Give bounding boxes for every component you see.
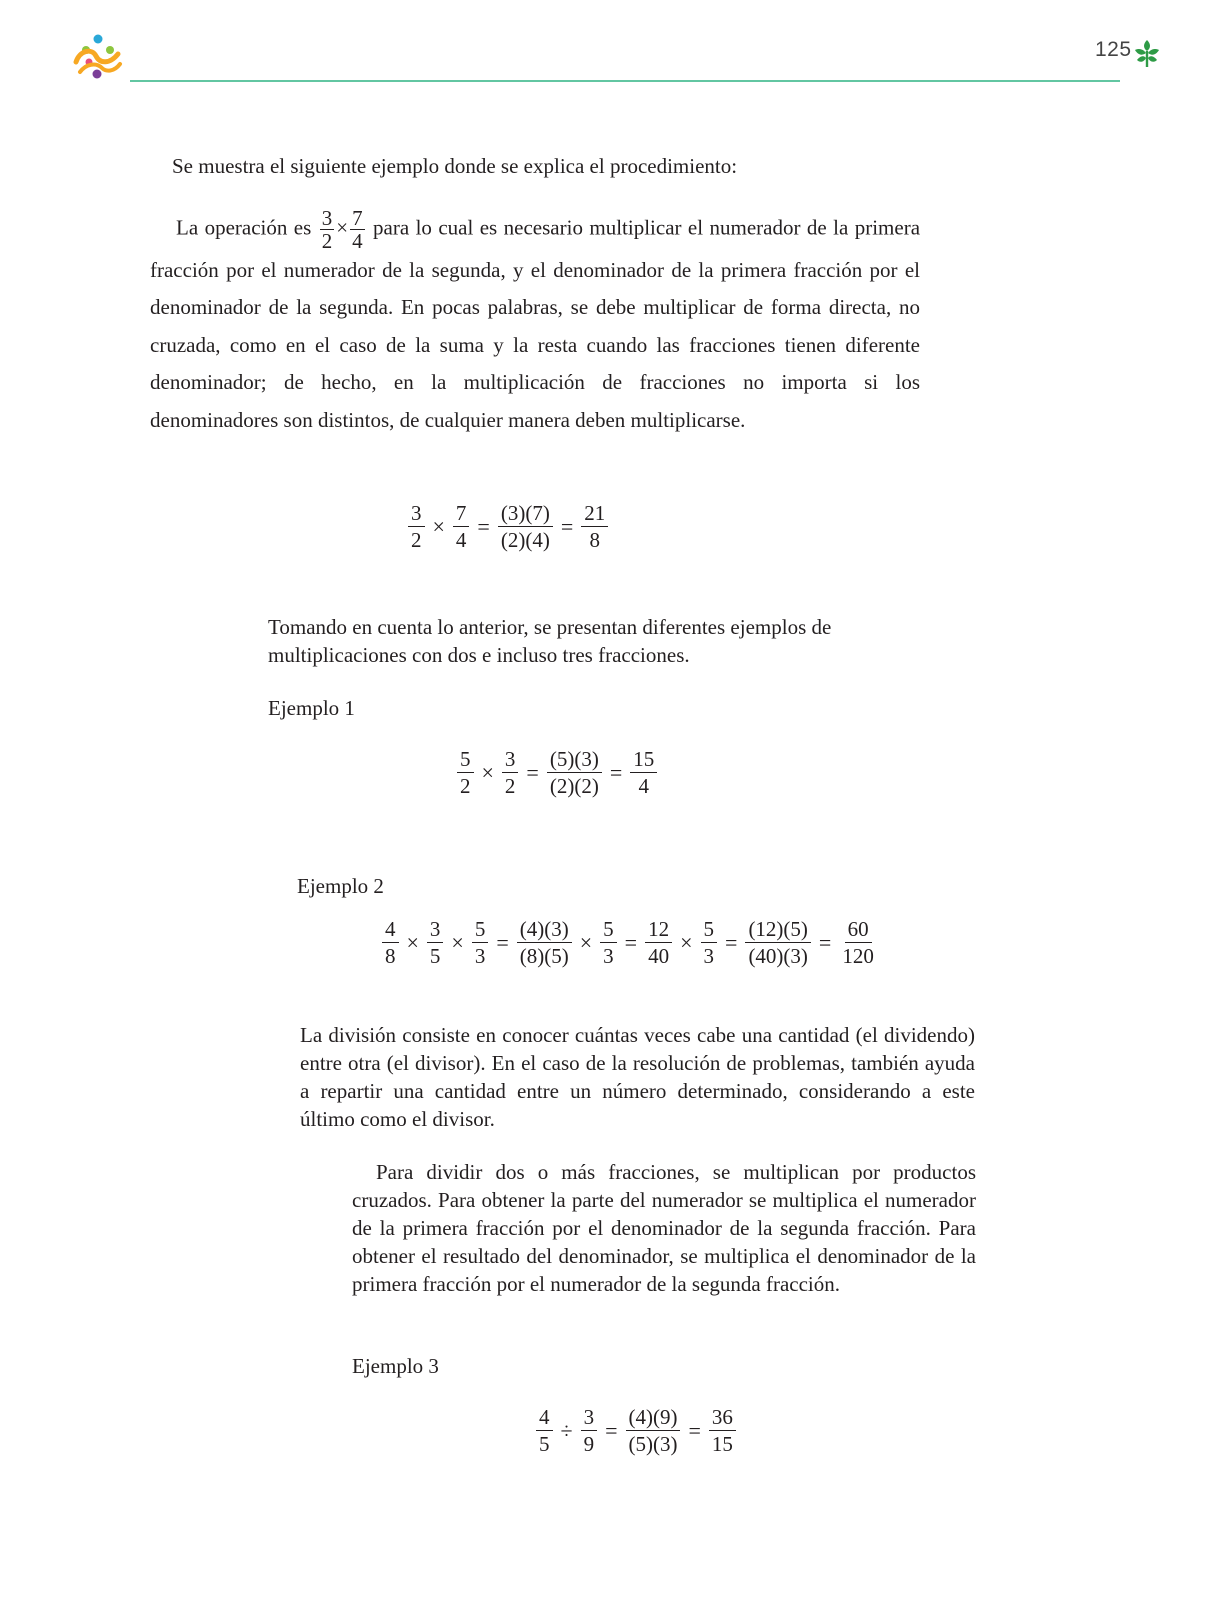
operator: = <box>624 929 638 955</box>
numerator: 15 <box>630 746 657 773</box>
operator: = <box>560 513 574 539</box>
page-number: 125 <box>1095 38 1132 61</box>
operator: = <box>609 759 623 785</box>
operator: = <box>526 759 539 785</box>
fraction <box>453 500 470 553</box>
numerator: 12 <box>645 916 672 943</box>
operator: = <box>688 1417 701 1443</box>
divide-fractions-text: Para dividir dos o más fracciones, se multiplican por productos cruzados. Para obtener la parte del numerador se multiplica el numerador de la primera fracción por el denominador de la segunda fracción. Para obtener el resultado del denominador, se multiplica el denominador de la primera fracción por el numerador de la segunda fracción. <box>352 1160 976 1296</box>
fraction <box>536 1404 553 1457</box>
numerator: 21 <box>581 500 608 527</box>
intro-text: Se muestra el siguiente ejemplo donde se explica el procedimiento: <box>172 154 738 178</box>
fraction <box>502 746 519 799</box>
fraction <box>630 746 657 799</box>
operator: = <box>725 929 738 955</box>
numerator: (5)(3) <box>547 746 602 773</box>
fraction <box>745 916 810 969</box>
example-1-equation <box>453 746 661 799</box>
fraction <box>547 746 602 799</box>
fraction <box>498 500 553 553</box>
numerator: 3 <box>408 500 425 527</box>
denominator: 40 <box>648 944 670 968</box>
denominator: (40)(3) <box>748 944 808 968</box>
operator: × <box>680 929 693 955</box>
division-paragraph: La división consiste en conocer cuántas veces cabe una cantidad (el dividendo) entre otra (el divisor). En el caso de la resolución de problemas, también ayuda a repartir una cantidad entre un número determinado, considerando a este último como el divisor. <box>300 1023 975 1131</box>
numerator: 3 <box>581 1404 598 1431</box>
numerator: (4)(3) <box>517 916 572 943</box>
inline-operator: × <box>336 215 349 240</box>
main-equation <box>404 500 612 553</box>
fraction <box>472 916 489 969</box>
denominator: 2 <box>504 774 516 798</box>
denominator: 5 <box>539 1432 550 1456</box>
denominator: (5)(3) <box>628 1432 678 1456</box>
numerator: 5 <box>472 916 489 943</box>
inline-fraction-b: $\frac{7}{4}$ <box>352 206 363 253</box>
publisher-logo-icon <box>70 32 126 89</box>
operator: = <box>818 929 832 955</box>
fraction <box>709 1404 736 1457</box>
fraction <box>382 916 399 969</box>
fraction <box>600 916 617 969</box>
operation-lead: La operación es <box>176 215 312 240</box>
denominator: 3 <box>703 944 715 968</box>
operation-rest: para lo cual es necesario multiplicar el numerador de la primera fracción por el numerador de la segunda, y el denominador de la primera fracción por el denominador de la segunda. En pocas palabras, se debe multiplicar de forma directa, no cruzada, como en el caso de la suma y la resta cuando las fracciones tienen diferente denominador; de hecho, en la multiplicación de fracciones no importa si los denominadores son distintos, de cualquier manera deben multiplicarse. <box>150 215 921 432</box>
example-3-equation <box>532 1404 740 1457</box>
numerator: 4 <box>382 916 399 943</box>
denominator: 4 <box>455 528 467 552</box>
denominator: 8 <box>385 944 396 968</box>
denominator: 2 <box>460 774 471 798</box>
example-3-label: Ejemplo 3 <box>352 1354 439 1378</box>
example-2-label: Ejemplo 2 <box>297 874 384 898</box>
denominator: (2)(2) <box>549 774 599 798</box>
operator: × <box>432 513 445 539</box>
fraction <box>839 916 877 969</box>
operator: = <box>605 1417 618 1443</box>
denominator: 4 <box>638 774 649 798</box>
numerator: 5 <box>600 916 617 943</box>
denominator: 3 <box>474 944 486 968</box>
denominator: (2)(4) <box>500 528 550 552</box>
example-1-label: Ejemplo 1 <box>268 696 355 720</box>
fraction <box>581 1404 598 1457</box>
numerator: (3)(7) <box>498 500 553 527</box>
operator: ÷ <box>560 1417 573 1443</box>
example-2-equation <box>378 916 881 969</box>
numerator: 3 <box>502 746 519 773</box>
operator: = <box>496 929 509 955</box>
fraction <box>645 916 672 969</box>
operation-paragraph <box>150 207 920 439</box>
numerator: 5 <box>457 746 474 773</box>
denominator: 3 <box>603 944 614 968</box>
operator: × <box>406 929 419 955</box>
denominator: 120 <box>842 944 874 968</box>
inline-fraction-a: $\frac{3}{2}$ <box>321 206 333 253</box>
operator: = <box>477 513 490 539</box>
fraction <box>427 916 444 969</box>
denominator: 2 <box>411 528 422 552</box>
fraction <box>626 1404 681 1457</box>
numerator: 3 <box>427 916 444 943</box>
fraction <box>408 500 425 553</box>
operator: × <box>579 929 593 955</box>
numerator: 36 <box>709 1404 736 1431</box>
operator: × <box>451 929 464 955</box>
fraction <box>701 916 718 969</box>
numerator: (4)(9) <box>626 1404 681 1431</box>
numerator: 4 <box>536 1404 553 1431</box>
denominator: 8 <box>589 528 600 552</box>
taking-into-account-paragraph: Tomando en cuenta lo anterior, se presentan diferentes ejemplos de multiplicaciones con dos e incluso tres fracciones. <box>268 615 832 667</box>
header-rule <box>130 80 1120 82</box>
fraction <box>581 500 608 553</box>
denominator: 15 <box>711 1432 733 1456</box>
denominator: 9 <box>583 1432 595 1456</box>
leaf-emblem-icon <box>1133 38 1161 73</box>
fraction <box>457 746 474 799</box>
operator: × <box>481 759 494 785</box>
fraction <box>517 916 572 969</box>
numerator: 5 <box>701 916 718 943</box>
numerator: (12)(5) <box>745 916 810 943</box>
numerator: 60 <box>845 916 872 943</box>
divide-fractions-paragraph <box>352 1158 976 1298</box>
denominator: 5 <box>429 944 441 968</box>
denominator: (8)(5) <box>519 944 569 968</box>
numerator: 7 <box>453 500 470 527</box>
